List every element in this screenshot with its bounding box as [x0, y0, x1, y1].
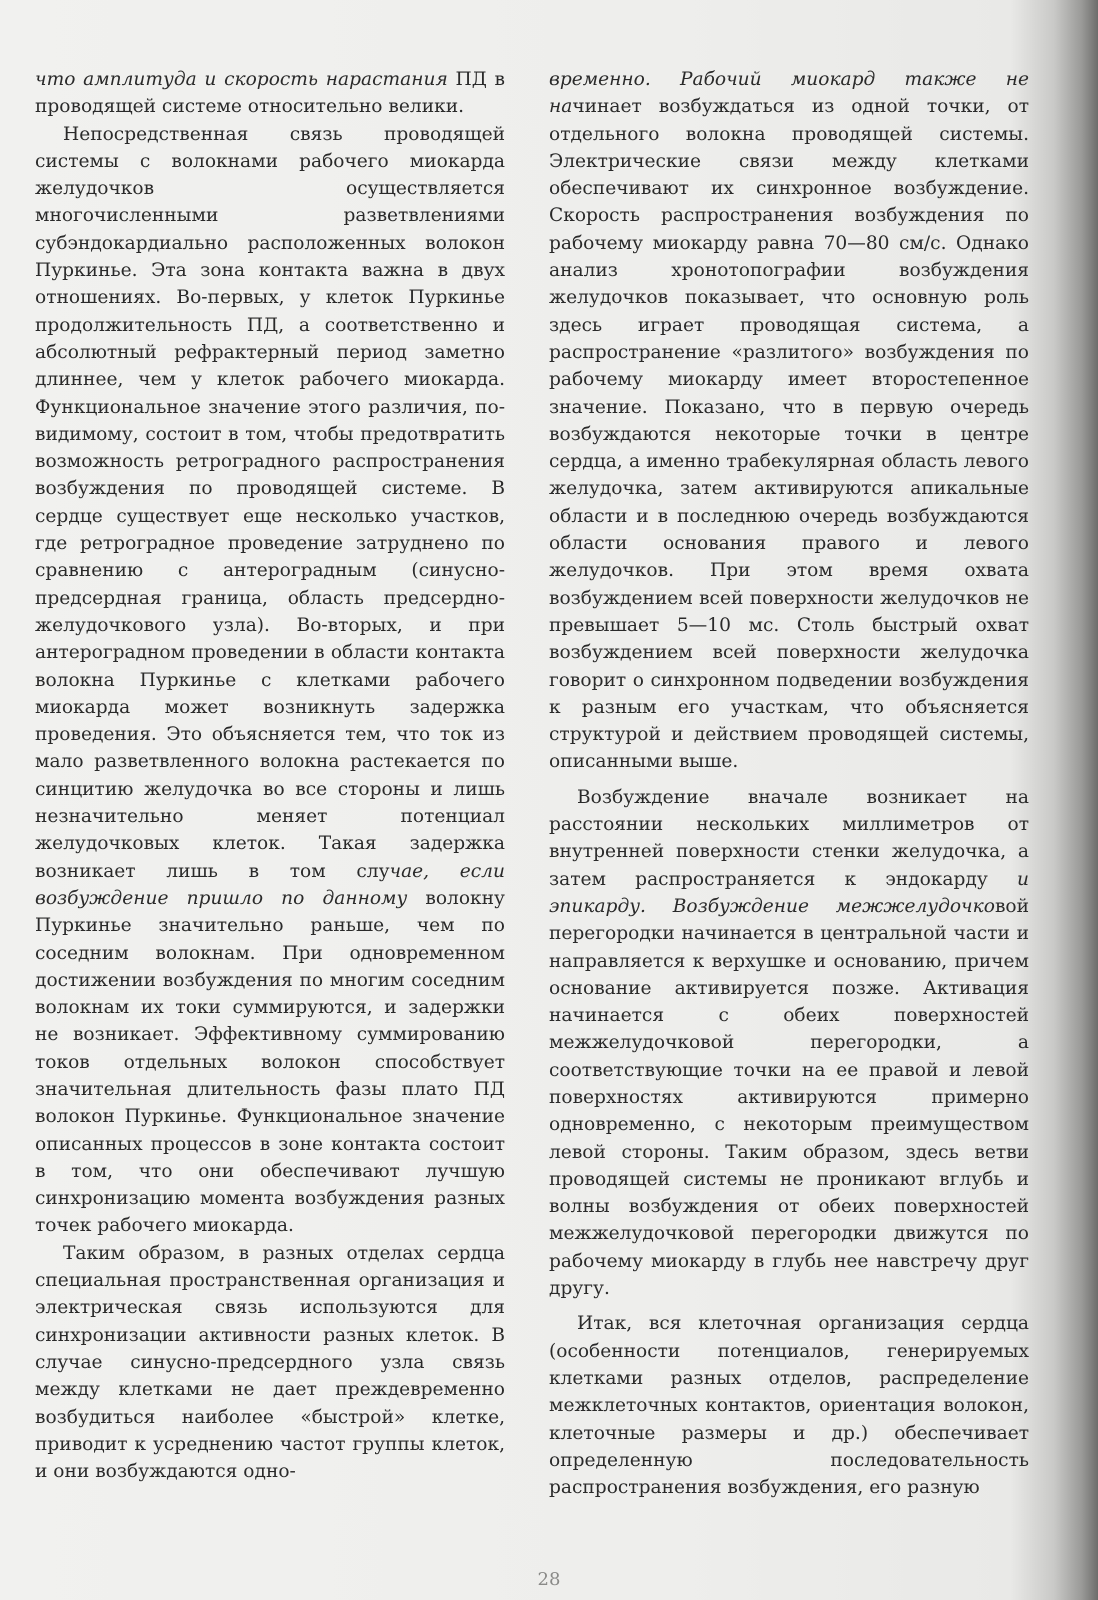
- right-p2-italic: и эпикарду. Возбуждение межжелудочко: [549, 868, 1029, 917]
- right-p2-text: Возбуждение вначале возникает на расстоянии нескольких миллиметров от внутренней поверхности стенки желудочка, а затем распространяется к эндокарду: [549, 786, 1029, 890]
- left-p1-italic: что амплитуда и скорость нарастания: [35, 69, 448, 90]
- right-p1-italic: временно. Рабочий миокард также не на: [549, 69, 1029, 118]
- left-p2-rest: волокну Пуркинье значительно раньше, чем по соседним волокнам. При одновременном достижении возбуждения по многим соседним волокнам их токи суммируются, и задержки не возникает. Эффективному суммированию токов отдельных волокон способствует значительная длительность фазы плато ПД волокон Пуркинье. Функциональное значение описанных процессов в зоне контакта состоит в том, что они обеспечивают лучшую синхронизацию момента возбуждения разных точек рабочего миокарда.: [35, 887, 505, 1237]
- right-p1-text: чинает возбуждаться из одной точки, от отдельного волокна проводящей системы. Электрические связи между клетками обеспечивают их синхронное возбуждение. Скорость распространения возбуждения по рабочему миокарду равна 70—80 см/с. Однако анализ хронотопографии возбуждения желудочков показывает, что основную роль здесь играет проводящая система, а распространение «разлитого» возбуждения по рабочему миокарду имеет второстепенное значение. Показано, что в первую очередь возбуждаются некоторые точки в центре сердца, а именно трабекулярная область левого желудочка, затем активируются апикальные области и в последнюю очередь возбуждаются области основания правого и левого желудочков. При этом время охвата возбуждением всей поверхности желудочков не превышает 5—10 мс. Столь быстрый охват возбуждением всей поверхности желудочка говорит о синхронном подведении возбуждения к разным его участкам, что объясняется структурой и действием проводящей системы, описанными выше.: [549, 96, 1029, 773]
- left-paragraph-1: [35, 66, 505, 121]
- left-paragraph-3: Таким образом, в разных отделах сердца специальная пространственная организация и электрическая связь используются для синхронизации активности разных клеток. В случае синусно-предсердного узла связь между клетками не дает преждевременно возбудиться наиболее «быстрой» клетке, приводит к усреднению частот группы клеток, и они возбуждаются одно-: [35, 1242, 505, 1483]
- left-p2-italic: чае, если возбуждение пришло по данному: [35, 860, 505, 909]
- left-p1-text: ПД в проводящей системе относительно велики.: [35, 69, 505, 118]
- right-paragraph-1: [549, 66, 1029, 776]
- right-paragraph-2: [549, 784, 1029, 1303]
- page-number: 28: [537, 1569, 561, 1590]
- right-paragraph-3: Итак, вся клеточная организация сердца (особенности потенциалов, генерируемых клетками разных отделов, распределение межклеточных контактов, ориентация волокон, клеточные размеры и др.) обеспечивает определенную последовательность распространения возбуждения, его разную: [549, 1313, 1029, 1499]
- left-p2-text: Непосредственная связь проводящей системы с волокнами рабочего миокарда желудочков осуществляется многочисленными разветвлениями субэндокардиально расположенных волокон Пуркинье. Эта зона контакта важна в двух отношениях. Во-первых, у клеток Пуркинье продолжительность ПД, а соответственно и абсолютный рефрактерный период заметно длиннее, чем у клеток рабочего миокарда. Функциональное значение этого различия, по-видимому, состоит в том, чтобы предотвратить возможность ретроградного распространения возбуждения по проводящей системе. В сердце существует еще несколько участков, где ретроградное проведение затруднено по сравнению с антероградным (синусно-предсердная граница, область предсердно-желудочкового узла). Во-вторых, и при антероградном проведении в области контакта волокна Пуркинье с клетками рабочего миокарда может возникнуть задержка проведения. Это объясняется тем, что ток из мало разветвленного волокна растекается по синцитию желудочка во все стороны и лишь незначительно меняет потенциал желудочковых клеток. Такая задержка возникает лишь в том слу: [35, 123, 505, 882]
- left-paragraph-2: [35, 121, 505, 1240]
- right-column: [549, 66, 1029, 1501]
- right-p2-rest: вой перегородки начинается в центральной части и направляется к верхушке и основанию, причем основание активируется позже. Активация начинается с обеих поверхностей межжелудочковой перегородки, а соответствующие точки на ее правой и левой поверхностях активируются примерно одновременно, с некоторым преимуществом левой стороны. Таким образом, здесь ветви проводящей системы не проникают вглубь и волны возбуждения от обеих поверхностей межжелудочковой перегородки движутся по рабочему миокарду в глубь нее навстречу друг другу.: [549, 895, 1029, 1300]
- left-column: [35, 66, 505, 1485]
